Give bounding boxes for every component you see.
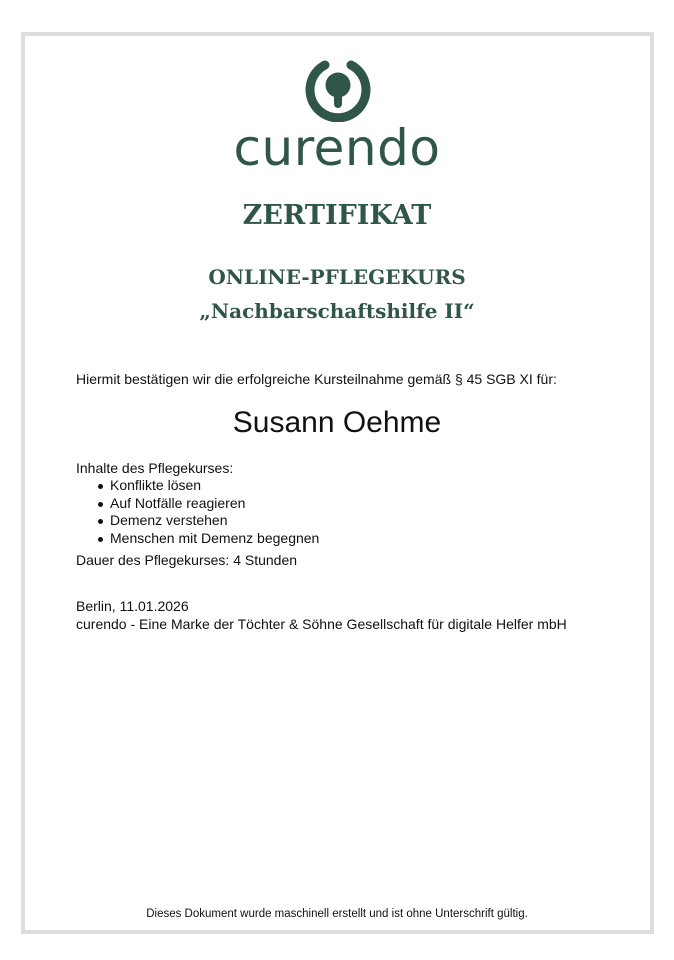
confirmation-text: Hiermit bestätigen wir die erfolgreiche Kursteilnahme gemäß § 45 SGB XI für: <box>76 371 557 387</box>
course-type: ONLINE-PFLEGEKURS <box>208 265 466 289</box>
course-topics-list <box>76 477 319 547</box>
topic-label: Menschen mit Demenz begegnen <box>110 529 320 546</box>
topic-label: Konflikte lösen <box>110 477 202 493</box>
curendo-logo-icon <box>305 56 371 122</box>
list-item <box>76 495 319 513</box>
place-and-date: Berlin, 11.01.2026 <box>76 598 189 614</box>
footer-note: Dieses Dokument wurde maschinell erstellt und ist ohne Unterschrift gültig. <box>146 908 528 920</box>
bullet-icon <box>98 537 103 542</box>
topic-label: Auf Notfälle reagieren <box>110 494 246 511</box>
list-item <box>76 530 319 548</box>
topic-label: Demenz verstehen <box>110 512 228 528</box>
list-item <box>76 512 319 530</box>
issuer-line: curendo - Eine Marke der Töchter & Söhne Gesellschaft für digitale Helfer mbH <box>76 616 567 632</box>
course-duration: Dauer des Pflegekurses: 4 Stunden <box>76 552 298 568</box>
participant-name: Susann Oehme <box>232 406 442 439</box>
bullet-icon <box>98 502 103 507</box>
brand-wordmark: curendo <box>233 119 441 177</box>
list-item <box>76 477 319 495</box>
certificate-title: ZERTIFIKAT <box>242 200 432 231</box>
bullet-icon <box>98 484 103 489</box>
course-contents-label: Inhalte des Pflegekurses: <box>76 460 234 476</box>
course-name: „Nachbarschaftshilfe II“ <box>199 299 475 323</box>
bullet-icon <box>98 519 103 524</box>
